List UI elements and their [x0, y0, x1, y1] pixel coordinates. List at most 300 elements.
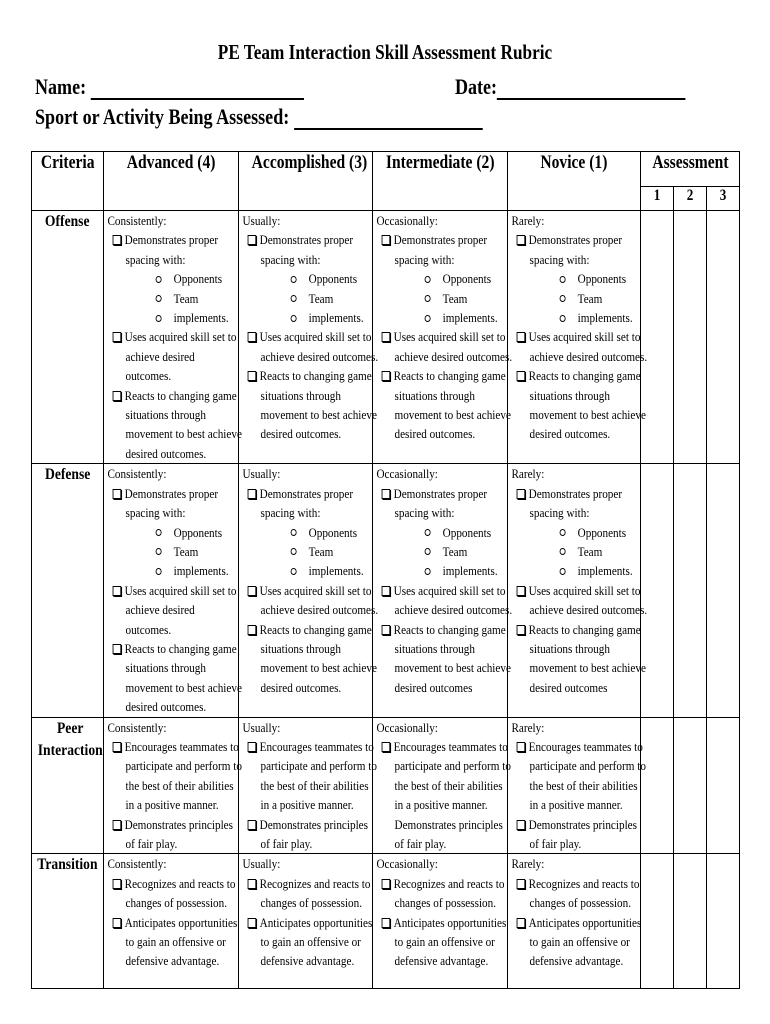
sub-bullet-text: Team — [577, 290, 603, 306]
rubric-cell — [104, 717, 242, 854]
sub-bullet-text: Opponents — [442, 524, 492, 540]
continuation-text: of fair play. — [394, 836, 447, 851]
checkbox-bullet-icon — [113, 820, 122, 830]
bullet-text: Encourages teammates to — [393, 738, 508, 754]
checkbox-bullet-icon — [382, 918, 391, 928]
continuation-text: spacing with: — [394, 251, 455, 267]
continuation-text: the best of their abilities — [529, 777, 638, 793]
continuation-text: achieve desired — [125, 348, 195, 364]
sub-bullet-item — [239, 289, 364, 308]
continuation-text: participate and perform to — [260, 758, 377, 774]
circle-bullet-icon — [156, 568, 162, 575]
checkbox-bullet-item — [508, 230, 633, 249]
continuation-text: in a positive manner. — [394, 797, 488, 813]
rubric-cell — [373, 854, 508, 989]
level-label: Usually: — [242, 719, 281, 735]
circle-bullet-icon — [560, 529, 566, 536]
assessment-score-cell[interactable] — [707, 854, 740, 989]
sub-bullet-item — [373, 542, 498, 561]
checkbox-bullet-icon — [248, 820, 257, 830]
circle-bullet-icon — [560, 568, 566, 575]
name-label: Name: — [35, 74, 87, 99]
rubric-cell — [508, 211, 648, 464]
sub-bullet-item — [104, 523, 229, 542]
checkbox-bullet-icon — [517, 625, 526, 635]
bullet-text: Anticipates opportunities — [124, 914, 238, 930]
criteria-label: Offense — [45, 213, 90, 230]
continuation-text: in a positive manner. — [125, 797, 219, 813]
checkbox-bullet-item — [373, 874, 505, 893]
continuation-text: movement to best achieve — [260, 660, 377, 676]
bullet-text: Reacts to changing game — [259, 621, 372, 637]
bullet-text: Anticipates opportunities — [528, 914, 642, 930]
sub-bullet-item — [373, 561, 498, 580]
sub-bullet-text: Opponents — [173, 524, 223, 540]
checkbox-bullet-icon — [382, 371, 391, 381]
sub-bullet-text: implements. — [577, 563, 633, 579]
bullet-text: Uses acquired skill set to — [528, 582, 641, 598]
rubric-cell — [239, 717, 377, 854]
circle-bullet-icon — [156, 529, 162, 536]
criteria-cell — [32, 211, 104, 464]
header-assessment-3: 3 — [707, 186, 740, 210]
date-field[interactable] — [497, 78, 686, 100]
continuation-text: to gain an offensive or — [125, 934, 226, 950]
circle-bullet-icon — [291, 568, 297, 575]
assessment-score-cell[interactable] — [641, 464, 674, 717]
checkbox-bullet-icon — [382, 742, 391, 752]
rubric-table — [31, 151, 740, 989]
bullet-text: Demonstrates proper — [259, 232, 354, 248]
continuation-text: of fair play. — [529, 836, 582, 851]
sub-bullet-item — [104, 289, 229, 308]
checkbox-bullet-icon — [248, 586, 257, 596]
continuation-text: the best of their abilities — [394, 777, 503, 793]
criteria-cell — [32, 717, 104, 854]
checkbox-bullet-item — [239, 484, 364, 503]
bullet-text: Uses acquired skill set to — [528, 329, 641, 345]
sub-bullet-text: Team — [173, 290, 199, 306]
bullet-text: Demonstrates principles — [528, 816, 637, 832]
checkbox-bullet-item — [104, 386, 237, 405]
bullet-text: Demonstrates proper — [393, 232, 488, 248]
checkbox-bullet-item — [239, 620, 372, 639]
checkbox-bullet-item — [508, 815, 637, 834]
sub-bullet-text: implements. — [442, 563, 498, 579]
continuation-text: changes of possession. — [529, 895, 632, 911]
continuation-text: outcomes. — [125, 621, 172, 637]
bullet-text: Uses acquired skill set to — [259, 329, 372, 345]
header-assessment-1: 1 — [641, 186, 674, 210]
checkbox-bullet-icon — [382, 235, 391, 245]
checkbox-bullet-item — [239, 815, 368, 834]
circle-bullet-icon — [425, 548, 431, 555]
rubric-cell — [373, 717, 511, 854]
header-assessment: Assessment — [641, 152, 740, 187]
checkbox-bullet-icon — [248, 742, 257, 752]
continuation-text: to gain an offensive or — [260, 934, 361, 950]
checkbox-bullet-item — [104, 639, 237, 658]
circle-bullet-icon — [560, 295, 566, 302]
sub-bullet-item — [508, 561, 633, 580]
rubric-cell — [104, 211, 242, 464]
checkbox-bullet-item — [104, 581, 237, 600]
continuation-text: desired outcomes — [529, 679, 608, 695]
level-label: Consistently: — [107, 466, 167, 482]
date-label: Date: — [455, 74, 498, 99]
level-label: Occasionally: — [376, 719, 438, 735]
bullet-text: Anticipates opportunities — [259, 914, 373, 930]
checkbox-bullet-icon — [113, 391, 122, 401]
continuation-text: outcomes. — [125, 368, 172, 384]
continuation-text: the best of their abilities — [260, 777, 369, 793]
assessment-score-cell[interactable] — [674, 464, 707, 717]
continuation-text: defensive advantage. — [125, 953, 220, 969]
sub-bullet-item — [104, 308, 229, 327]
checkbox-bullet-icon — [113, 742, 122, 752]
assessment-score-cell[interactable] — [674, 854, 707, 989]
checkbox-bullet-icon — [517, 332, 526, 342]
sub-bullet-item — [508, 542, 633, 561]
header-assessment-2: 2 — [674, 186, 707, 210]
sub-bullet-item — [508, 289, 633, 308]
header-accomplished: Accomplished (3) — [239, 152, 373, 211]
checkbox-bullet-icon — [517, 371, 526, 381]
circle-bullet-icon — [560, 548, 566, 555]
date-line — [455, 74, 686, 100]
continuation-text: spacing with: — [529, 251, 590, 267]
continuation-text: of fair play. — [125, 836, 178, 851]
assessment-score-cell[interactable] — [707, 717, 740, 854]
checkbox-bullet-item — [373, 366, 506, 385]
sub-bullet-item — [508, 269, 633, 288]
sub-bullet-text: implements. — [577, 310, 633, 326]
checkbox-bullet-item — [104, 737, 239, 756]
header-intermediate: Intermediate (2) — [373, 152, 508, 211]
continuation-text: desired outcomes. — [529, 426, 611, 442]
continuation-text: situations through — [260, 387, 341, 403]
bullet-text: Recognizes and reacts to — [528, 875, 640, 891]
checkbox-bullet-item — [373, 913, 507, 932]
checkbox-bullet-item — [508, 913, 642, 932]
continuation-text: situations through — [125, 407, 206, 423]
level-label: Occasionally: — [376, 856, 438, 872]
name-field[interactable] — [91, 78, 304, 100]
bullet-text: Uses acquired skill set to — [259, 582, 372, 598]
sub-bullet-text: Team — [442, 543, 468, 559]
checkbox-bullet-icon — [248, 371, 257, 381]
continuation-text: achieve desired outcomes. — [260, 602, 379, 618]
level-label: Occasionally: — [376, 213, 438, 228]
bullet-text: Recognizes and reacts to — [393, 875, 505, 891]
bullet-text: Reacts to changing game — [528, 368, 641, 384]
bullet-text: Demonstrates proper — [124, 485, 219, 501]
circle-bullet-icon — [291, 529, 297, 536]
continuation-text: defensive advantage. — [529, 953, 624, 969]
checkbox-bullet-item — [373, 484, 498, 503]
assessment-score-cell[interactable] — [674, 717, 707, 854]
bullet-text: Demonstrates proper — [393, 485, 488, 501]
assessment-score-cell[interactable] — [674, 211, 707, 464]
checkbox-bullet-icon — [248, 625, 257, 635]
continuation-text: participate and perform to — [394, 758, 511, 774]
continuation-text: achieve desired outcomes. — [529, 348, 648, 364]
checkbox-bullet-item — [239, 581, 372, 600]
rubric-cell — [104, 854, 239, 989]
level-label: Occasionally: — [376, 466, 438, 482]
circle-bullet-icon — [560, 315, 566, 322]
bullet-text: Recognizes and reacts to — [124, 875, 236, 891]
sub-bullet-item — [373, 523, 498, 542]
sub-bullet-text: Opponents — [308, 271, 358, 287]
sub-bullet-item — [104, 561, 229, 580]
level-label: Rarely: — [511, 213, 545, 228]
bullet-text: Reacts to changing game — [393, 621, 506, 637]
sub-bullet-text: Team — [173, 543, 199, 559]
rubric-cell — [239, 211, 379, 464]
checkbox-bullet-item — [239, 230, 364, 249]
level-label: Rarely: — [511, 856, 545, 872]
assessment-score-cell[interactable] — [707, 211, 740, 464]
bullet-text: Demonstrates proper — [528, 232, 623, 248]
sub-bullet-item — [104, 542, 229, 561]
bullet-text: Demonstrates proper — [124, 232, 219, 248]
sub-bullet-text: Opponents — [173, 271, 223, 287]
continuation-text: the best of their abilities — [125, 777, 234, 793]
bullet-text: Encourages teammates to — [528, 738, 643, 754]
continuation-text: changes of possession. — [394, 895, 497, 911]
continuation-text: achieve desired outcomes. — [394, 602, 513, 618]
checkbox-bullet-icon — [517, 489, 526, 499]
criteria-label: Transition — [37, 856, 98, 874]
rubric-row-offense — [32, 211, 740, 464]
continuation-text: in a positive manner. — [260, 797, 354, 813]
name-line — [35, 74, 304, 100]
checkbox-bullet-icon — [517, 235, 526, 245]
checkbox-bullet-item — [373, 620, 506, 639]
level-label: Rarely: — [511, 719, 545, 735]
checkbox-bullet-item — [104, 327, 237, 346]
rubric-cell — [508, 464, 648, 717]
sub-bullet-text: Team — [308, 543, 334, 559]
bullet-text: Uses acquired skill set to — [124, 582, 237, 598]
checkbox-bullet-item — [508, 366, 641, 385]
circle-bullet-icon — [425, 295, 431, 302]
rubric-row-transition — [32, 854, 740, 989]
circle-bullet-icon — [291, 548, 297, 555]
bullet-text: Recognizes and reacts to — [259, 875, 371, 891]
continuation-text: spacing with: — [260, 251, 321, 267]
level-label: Usually: — [242, 466, 281, 482]
continuation-text: achieve desired outcomes. — [529, 602, 648, 618]
bullet-text: Uses acquired skill set to — [393, 582, 506, 598]
checkbox-bullet-icon — [382, 625, 391, 635]
continuation-text: situations through — [394, 387, 475, 403]
checkbox-bullet-icon — [248, 918, 257, 928]
continuation-text: Demonstrates principles — [394, 816, 503, 832]
checkbox-bullet-icon — [382, 586, 391, 596]
level-label: Consistently: — [107, 856, 167, 872]
level-label: Consistently: — [107, 719, 167, 735]
bullet-text: Demonstrates principles — [124, 816, 233, 832]
checkbox-bullet-item — [104, 913, 238, 932]
sub-bullet-item — [104, 269, 229, 288]
circle-bullet-icon — [425, 568, 431, 575]
header-criteria: Criteria — [32, 152, 104, 211]
sport-line — [35, 104, 482, 130]
level-label: Rarely: — [511, 466, 545, 482]
assessment-score-cell[interactable] — [707, 464, 740, 717]
continuation-text: spacing with: — [394, 505, 455, 521]
assessment-score-cell[interactable] — [641, 717, 674, 854]
circle-bullet-icon — [156, 295, 162, 302]
checkbox-bullet-icon — [517, 918, 526, 928]
continuation-text: defensive advantage. — [260, 953, 355, 969]
checkbox-bullet-item — [239, 874, 371, 893]
criteria-label: Peer Interaction — [37, 719, 103, 759]
continuation-text: desired outcomes. — [260, 426, 342, 442]
bullet-text: Encourages teammates to — [259, 738, 374, 754]
criteria-label: Defense — [44, 466, 91, 484]
continuation-text: desired outcomes. — [125, 445, 207, 461]
checkbox-bullet-item — [104, 484, 229, 503]
continuation-text: desired outcomes. — [125, 699, 207, 715]
continuation-text: movement to best achieve — [529, 660, 646, 676]
sub-bullet-text: Opponents — [442, 271, 492, 287]
circle-bullet-icon — [425, 315, 431, 322]
sub-bullet-text: implements. — [308, 310, 364, 326]
bullet-text: Reacts to changing game — [393, 368, 506, 384]
rubric-cell — [373, 211, 513, 464]
sub-bullet-item — [373, 289, 498, 308]
continuation-text: spacing with: — [125, 251, 186, 267]
checkbox-bullet-item — [508, 327, 641, 346]
sub-bullet-text: Team — [577, 543, 603, 559]
continuation-text: achieve desired outcomes. — [260, 348, 379, 364]
sub-bullet-item — [239, 523, 364, 542]
assessment-score-cell[interactable] — [641, 211, 674, 464]
checkbox-bullet-icon — [517, 879, 526, 889]
bullet-text: Demonstrates principles — [259, 816, 368, 832]
continuation-text: desired outcomes. — [394, 426, 476, 442]
continuation-text: situations through — [125, 660, 206, 676]
continuation-text: movement to best achieve — [125, 679, 242, 695]
checkbox-bullet-item — [239, 913, 373, 932]
sport-field[interactable] — [294, 108, 483, 130]
continuation-text: movement to best achieve — [394, 407, 511, 423]
rubric-cell — [508, 717, 646, 854]
continuation-text: situations through — [260, 640, 341, 656]
sub-bullet-item — [239, 308, 364, 327]
checkbox-bullet-icon — [113, 332, 122, 342]
checkbox-bullet-item — [104, 815, 233, 834]
circle-bullet-icon — [156, 276, 162, 283]
continuation-text: changes of possession. — [125, 895, 228, 911]
continuation-text: situations through — [394, 640, 475, 656]
continuation-text: achieve desired — [125, 602, 195, 618]
checkbox-bullet-item — [104, 874, 236, 893]
continuation-text: to gain an offensive or — [394, 934, 495, 950]
circle-bullet-icon — [425, 529, 431, 536]
checkbox-bullet-icon — [248, 332, 257, 342]
checkbox-bullet-item — [508, 620, 641, 639]
continuation-text: movement to best achieve — [394, 660, 511, 676]
checkbox-bullet-icon — [113, 918, 122, 928]
continuation-text: changes of possession. — [260, 895, 363, 911]
bullet-text: Reacts to changing game — [124, 640, 237, 656]
continuation-text: spacing with: — [125, 505, 186, 521]
checkbox-bullet-icon — [517, 586, 526, 596]
rubric-cell — [373, 464, 513, 717]
level-label: Consistently: — [107, 213, 167, 228]
circle-bullet-icon — [291, 315, 297, 322]
criteria-cell — [32, 854, 104, 989]
continuation-text: spacing with: — [260, 505, 321, 521]
sub-bullet-item — [508, 523, 633, 542]
level-label: Usually: — [242, 213, 281, 228]
bullet-text: Reacts to changing game — [124, 387, 237, 403]
checkbox-bullet-item — [373, 581, 506, 600]
continuation-text: movement to best achieve — [125, 426, 242, 442]
bullet-text: Reacts to changing game — [259, 368, 372, 384]
sub-bullet-text: Opponents — [308, 524, 358, 540]
sub-bullet-item — [373, 308, 498, 327]
checkbox-bullet-icon — [113, 235, 122, 245]
sub-bullet-item — [239, 561, 364, 580]
continuation-text: defensive advantage. — [394, 953, 489, 969]
assessment-score-cell[interactable] — [641, 854, 674, 989]
checkbox-bullet-icon — [382, 489, 391, 499]
continuation-text: of fair play. — [260, 836, 313, 851]
checkbox-bullet-item — [373, 737, 508, 756]
level-label: Usually: — [242, 856, 281, 872]
circle-bullet-icon — [156, 548, 162, 555]
continuation-text: desired outcomes. — [260, 679, 342, 695]
checkbox-bullet-item — [239, 366, 372, 385]
checkbox-bullet-item — [239, 327, 372, 346]
continuation-text: movement to best achieve — [529, 407, 646, 423]
header-advanced: Advanced (4) — [104, 152, 239, 211]
checkbox-bullet-icon — [517, 820, 526, 830]
checkbox-bullet-icon — [113, 644, 122, 654]
rubric-cell — [239, 464, 379, 717]
sub-bullet-text: Opponents — [577, 271, 627, 287]
sub-bullet-text: implements. — [173, 310, 229, 326]
rubric-cell — [104, 464, 242, 717]
bullet-text: Uses acquired skill set to — [393, 329, 506, 345]
circle-bullet-icon — [560, 276, 566, 283]
page-title: PE Team Interaction Skill Assessment Rubric — [217, 40, 553, 64]
checkbox-bullet-icon — [113, 879, 122, 889]
header-novice: Novice (1) — [508, 152, 641, 211]
bullet-text: Demonstrates proper — [259, 485, 354, 501]
sub-bullet-item — [239, 269, 364, 288]
sub-bullet-text: Opponents — [577, 524, 627, 540]
rubric-cell — [239, 854, 373, 989]
sub-bullet-item — [508, 308, 633, 327]
bullet-text: Anticipates opportunities — [393, 914, 507, 930]
checkbox-bullet-item — [508, 581, 641, 600]
circle-bullet-icon — [291, 276, 297, 283]
checkbox-bullet-item — [508, 874, 640, 893]
continuation-text: to gain an offensive or — [529, 934, 630, 950]
checkbox-bullet-item — [508, 484, 633, 503]
circle-bullet-icon — [156, 315, 162, 322]
bullet-text: Encourages teammates to — [124, 738, 239, 754]
checkbox-bullet-item — [239, 737, 374, 756]
checkbox-bullet-icon — [382, 332, 391, 342]
continuation-text: desired outcomes — [394, 679, 473, 695]
